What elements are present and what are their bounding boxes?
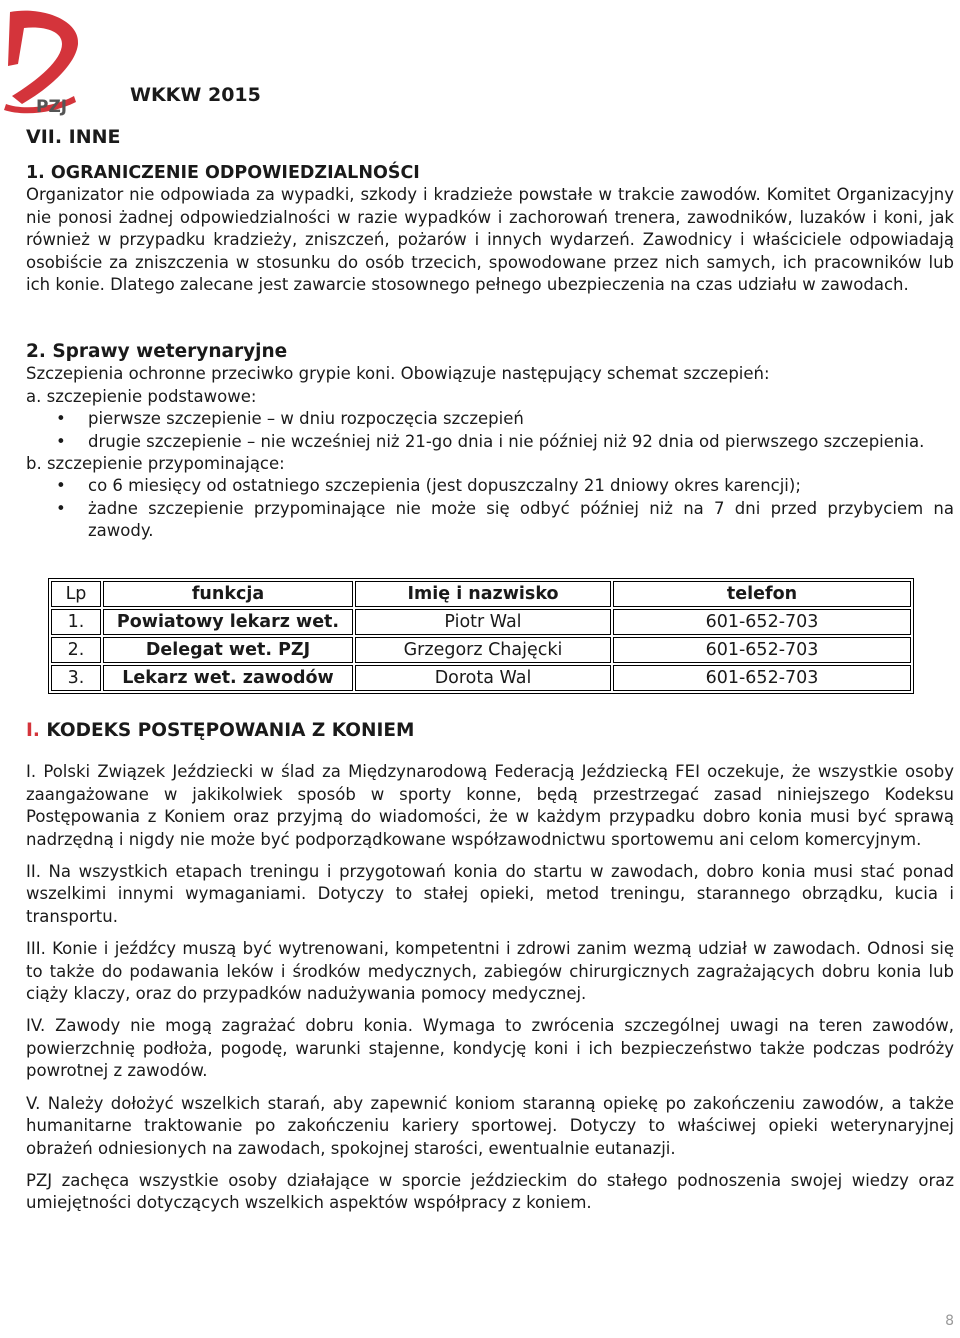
liability-heading: 1. OGRANICZENIE ODPOWIEDZIALNOŚCI (26, 163, 420, 183)
cell-role: Lekarz wet. zawodów (103, 665, 353, 691)
basic-vaccination-list (26, 408, 954, 453)
list-item: • drugie szczepienie – nie wcześniej niż 21-go dnia i nie później niż 92 dnia od pierwszego szczepienia. (26, 431, 954, 453)
code-heading-text: KODEKS POSTĘPOWANIA Z KONIEM (46, 720, 415, 741)
cell-role: Powiatowy lekarz wet. (103, 609, 353, 635)
basic-vaccination-label: a. szczepienie podstawowe: (26, 386, 257, 406)
cell-name: Piotr Wal (355, 609, 611, 635)
list-item: • żadne szczepienie przypominające nie może się odbyć później niż na 7 dni przed przybyciem na zawody. (26, 498, 954, 543)
table-row (51, 665, 911, 691)
cell-phone: 601-652-703 (613, 665, 911, 691)
cell-name: Dorota Wal (355, 665, 611, 691)
cell-lp: 3. (51, 665, 101, 691)
header-name: Imię i nazwisko (355, 581, 611, 607)
booster-vaccination-list (26, 475, 954, 542)
section-title: VII. INNE (26, 126, 121, 148)
code-paragraph: V. Należy dołożyć wszelkich starań, aby zapewnić koniom staranną opiekę po zakończeniu zawodów, a także humanitarne traktowanie po zakończeniu kariery sportowej. Dotyczy to właściwej opieki weterynaryjnej obrażeń odniesionych na zawodach, spokojnej starości, ewentualnie eutanazji. (26, 1093, 954, 1158)
cell-lp: 2. (51, 637, 101, 663)
booster-vaccination-label: b. szczepienie przypominające: (26, 454, 285, 474)
cell-phone: 601-652-703 (613, 609, 911, 635)
table-row (51, 637, 911, 663)
event-title: WKKW 2015 (130, 84, 261, 106)
table-header-row (51, 581, 911, 607)
header-phone: telefon (613, 581, 911, 607)
code-heading (26, 720, 954, 742)
page-number: 8 (945, 1312, 954, 1329)
code-paragraph: I. Polski Związek Jeździecki w ślad za Międzynarodową Federacją Jeździecką FEI oczekuje, że wszystkie osoby zaangażowane w jakikolwiek sposób w sporty konne, będą przestrzegać zasad niniejszego Kodeksu Postępowania z Koniem oraz przyjmą do wiadomości, że w każdym przypadku dobro konia musi być sprawą nadrzędną i nigdy nie może być podporządkowane współzawodnictwu sportowemu ani celom komercyjnym. (26, 762, 954, 849)
liability-section (26, 162, 954, 296)
cell-phone: 601-652-703 (613, 637, 911, 663)
cell-name: Grzegorz Chajęcki (355, 637, 611, 663)
code-section (26, 720, 954, 1215)
header-lp: Lp (51, 581, 101, 607)
header-role: funkcja (103, 581, 353, 607)
liability-text: Organizator nie odpowiada za wypadki, szkody i kradzieże powstałe w trakcie zawodów. Komitet Organizacyjny nie ponosi żadnej odpowiedzialności w razie wypadków i zachorowań trenera, zawodników, luzaków i koni, jak również w przypadku kradzieży, zniszczeń, pożarów i innych wydarzeń. Zawodnicy i właściciele odpowiadają osobiście za zniszczenia w stosunku do osób trzecich, spowodowane przez nich samych, ich pracowników lub ich konie. Dlatego zalecane jest zawarcie stosownego pełnego ubezpieczenia na czas udziału w zawodach. (26, 185, 954, 295)
vet-intro: Szczepienia ochronne przeciwko grypie koni. Obowiązuje następujący schemat szczepień: (26, 364, 770, 384)
code-heading-number: I. (26, 720, 40, 741)
cell-role: Delegat wet. PZJ (103, 637, 353, 663)
cell-lp: 1. (51, 609, 101, 635)
logo-text: PZJ (36, 97, 68, 117)
code-paragraph: IV. Zawody nie mogą zagrażać dobru konia. Wymaga to zwrócenia szczególnej uwagi na teren zawodów, powierzchnię podłoża, pogodę, warunki stajenne, kondycję koni i ich bezpieczeństwo także podczas podróży powrotnej z zawodów. (26, 1016, 954, 1081)
table-row (51, 609, 911, 635)
vet-contacts-table (48, 578, 914, 694)
list-item: • co 6 miesięcy od ostatniego szczepienia (jest dopuszczalny 21 dniowy okres karencji); (26, 475, 954, 497)
list-item: • pierwsze szczepienie – w dniu rozpoczęcia szczepień (26, 408, 954, 430)
code-paragraph: III. Konie i jeźdźcy muszą być wytrenowani, kompetentni i zdrowi zanim wezmą udział w zawodach. Odnosi się to także do podawania leków i środków medycznych, zabiegów chirurgicznych zagrażających dobru konia lub ciąży klaczy, oraz do przypadków nadużywania pomocy medycznej. (26, 939, 954, 1004)
pzj-logo (2, 4, 88, 116)
vet-section (26, 341, 954, 543)
code-paragraph: II. Na wszystkich etapach treningu i przygotowań konia do startu w zawodach, dobro konia musi stać ponad wszelkimi innymi wymaganiami. Dotyczy to stałej opieki, metod treningu, starannego obrządku, kucia i transportu. (26, 862, 954, 926)
code-closing-paragraph: PZJ zachęca wszystkie osoby działające w sporcie jeździeckim do stałego podnoszenia swojej wiedzy oraz umiejętności dotyczących wszelkich aspektów współpracy z koniem. (26, 1170, 954, 1213)
vet-heading: 2. Sprawy weterynaryjne (26, 341, 288, 362)
